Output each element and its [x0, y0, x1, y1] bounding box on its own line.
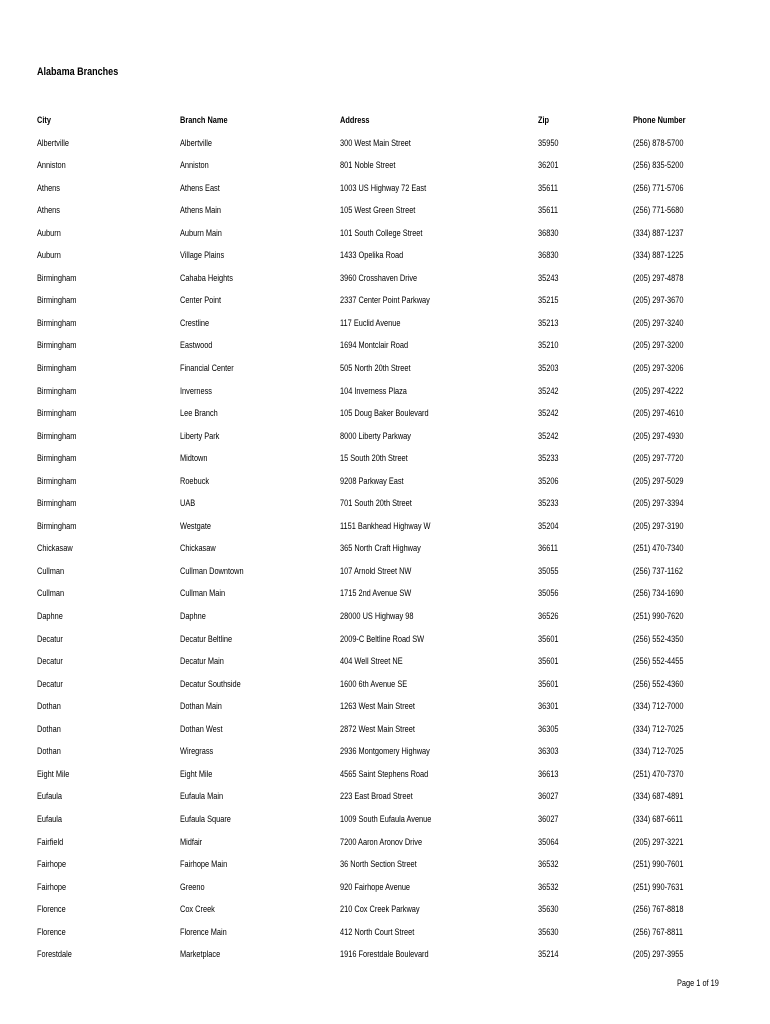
cell-zip: 35203	[538, 363, 559, 374]
table-row	[0, 226, 770, 249]
header-phone-number: Phone Number	[633, 115, 686, 125]
cell-address: 107 Arnold Street NW	[340, 565, 412, 576]
cell-phone-number: (256) 737-1162	[633, 565, 683, 576]
cell-city: Birmingham	[37, 520, 77, 531]
cell-branch-name: Financial Center	[180, 363, 234, 374]
header-zip: Zip	[538, 115, 550, 125]
cell-address: 1009 South Eufaula Avenue	[340, 813, 432, 824]
table-row	[0, 271, 770, 294]
cell-branch-name: Roebuck	[180, 475, 210, 486]
cell-city: Decatur	[37, 656, 63, 667]
table-row	[0, 767, 770, 790]
cell-phone-number: (251) 470-7370	[633, 768, 684, 779]
table-row	[0, 361, 770, 384]
cell-city: Birmingham	[37, 295, 77, 306]
cell-branch-name: Liberty Park	[180, 430, 220, 441]
cell-city: Birmingham	[37, 385, 77, 396]
cell-city: Auburn	[37, 227, 61, 238]
cell-zip: 35056	[538, 588, 559, 599]
cell-branch-name: Anniston	[180, 160, 209, 171]
cell-phone-number: (251) 990-7601	[633, 859, 684, 870]
cell-zip: 35601	[538, 633, 559, 644]
table-row	[0, 474, 770, 497]
cell-address: 2936 Montgomery Highway	[340, 746, 430, 757]
cell-zip: 36611	[538, 543, 558, 554]
cell-phone-number: (334) 687-6611	[633, 813, 683, 824]
cell-phone-number: (251) 990-7631	[633, 881, 684, 892]
cell-zip: 35210	[538, 340, 559, 351]
cell-phone-number: (256) 552-4350	[633, 633, 684, 644]
cell-branch-name: Greeno	[180, 881, 205, 892]
cell-address: 4565 Saint Stephens Road	[340, 768, 429, 779]
table-row	[0, 947, 770, 970]
cell-address: 101 South College Street	[340, 227, 423, 238]
cell-zip: 36613	[538, 768, 559, 779]
cell-phone-number: (205) 297-3206	[633, 363, 684, 374]
cell-city: Fairhope	[37, 881, 67, 892]
cell-zip: 35213	[538, 317, 559, 328]
cell-phone-number: (205) 297-3240	[633, 317, 684, 328]
cell-phone-number: (334) 687-4891	[633, 791, 684, 802]
cell-city: Dothan	[37, 723, 61, 734]
cell-address: 28000 US Highway 98	[340, 611, 414, 622]
cell-zip: 36027	[538, 791, 559, 802]
cell-phone-number: (256) 552-4455	[633, 656, 684, 667]
table-row	[0, 654, 770, 677]
cell-city: Cullman	[37, 565, 65, 576]
table-row	[0, 699, 770, 722]
cell-phone-number: (256) 771-5680	[633, 205, 684, 216]
cell-phone-number: (334) 887-1237	[633, 227, 684, 238]
cell-branch-name: Florence Main	[180, 926, 227, 937]
cell-zip: 35630	[538, 904, 559, 915]
table-row	[0, 181, 770, 204]
table-row	[0, 902, 770, 925]
table-row	[0, 429, 770, 452]
cell-phone-number: (251) 470-7340	[633, 543, 684, 554]
cell-branch-name: Cullman Downtown	[180, 565, 244, 576]
table-row	[0, 406, 770, 429]
cell-branch-name: Lee Branch	[180, 408, 218, 419]
cell-address: 7200 Aaron Aronov Drive	[340, 836, 423, 847]
cell-phone-number: (256) 771-5706	[633, 182, 684, 193]
cell-phone-number: (256) 552-4360	[633, 678, 684, 689]
cell-branch-name: Village Plains	[180, 250, 225, 261]
cell-address: 920 Fairhope Avenue	[340, 881, 411, 892]
table-row	[0, 789, 770, 812]
cell-phone-number: (256) 835-5200	[633, 160, 684, 171]
cell-phone-number: (205) 297-3200	[633, 340, 684, 351]
table-row	[0, 293, 770, 316]
cell-zip: 35243	[538, 272, 559, 283]
cell-branch-name: Athens Main	[180, 205, 222, 216]
cell-branch-name: Daphne	[180, 611, 206, 622]
cell-address: 505 North 20th Street	[340, 363, 411, 374]
cell-phone-number: (205) 297-3955	[633, 949, 684, 960]
table-row	[0, 384, 770, 407]
cell-address: 9208 Parkway East	[340, 475, 404, 486]
header-branch-name: Branch Name	[180, 115, 228, 125]
cell-city: Albertville	[37, 137, 69, 148]
cell-branch-name: Eight Mile	[180, 768, 213, 779]
cell-city: Auburn	[37, 250, 61, 261]
cell-city: Birmingham	[37, 340, 77, 351]
table-row	[0, 158, 770, 181]
cell-branch-name: Westgate	[180, 520, 212, 531]
cell-address: 1003 US Highway 72 East	[340, 182, 427, 193]
cell-branch-name: Marketplace	[180, 949, 221, 960]
table-row	[0, 338, 770, 361]
table-row	[0, 541, 770, 564]
cell-city: Eufaula	[37, 791, 63, 802]
table-row	[0, 722, 770, 745]
cell-city: Athens	[37, 205, 60, 216]
cell-address: 300 West Main Street	[340, 137, 411, 148]
cell-city: Decatur	[37, 633, 63, 644]
table-row	[0, 564, 770, 587]
cell-city: Dothan	[37, 701, 61, 712]
cell-city: Fairfield	[37, 836, 64, 847]
cell-phone-number: (205) 297-3394	[633, 498, 684, 509]
cell-address: 105 Doug Baker Boulevard	[340, 408, 429, 419]
cell-city: Birmingham	[37, 475, 77, 486]
cell-phone-number: (205) 297-7720	[633, 453, 684, 464]
cell-phone-number: (205) 297-3670	[633, 295, 684, 306]
cell-city: Dothan	[37, 746, 61, 757]
cell-address: 801 Noble Street	[340, 160, 396, 171]
table-row	[0, 835, 770, 858]
cell-phone-number: (205) 297-4222	[633, 385, 684, 396]
table-row	[0, 496, 770, 519]
cell-address: 412 North Court Street	[340, 926, 415, 937]
cell-branch-name: Dothan Main	[180, 701, 222, 712]
cell-zip: 35064	[538, 836, 559, 847]
cell-zip: 36532	[538, 859, 559, 870]
cell-zip: 36526	[538, 611, 559, 622]
cell-branch-name: Eufaula Square	[180, 813, 231, 824]
cell-phone-number: (205) 297-4930	[633, 430, 684, 441]
table-row	[0, 519, 770, 542]
cell-city: Birmingham	[37, 363, 77, 374]
cell-city: Birmingham	[37, 408, 77, 419]
cell-city: Anniston	[37, 160, 66, 171]
cell-zip: 36303	[538, 746, 559, 757]
cell-zip: 35611	[538, 205, 558, 216]
table-header	[0, 113, 770, 136]
cell-address: 1151 Bankhead Highway W	[340, 520, 431, 531]
cell-address: 404 Well Street NE	[340, 656, 403, 667]
cell-branch-name: Decatur Main	[180, 656, 224, 667]
cell-address: 2009-C Beltline Road SW	[340, 633, 425, 644]
cell-phone-number: (334) 887-1225	[633, 250, 684, 261]
table-row	[0, 609, 770, 632]
table-row	[0, 880, 770, 903]
cell-address: 701 South 20th Street	[340, 498, 412, 509]
cell-city: Daphne	[37, 611, 63, 622]
cell-phone-number: (251) 990-7620	[633, 611, 684, 622]
cell-address: 1433 Opelika Road	[340, 250, 404, 261]
table-row	[0, 586, 770, 609]
cell-branch-name: Cullman Main	[180, 588, 226, 599]
cell-zip: 36830	[538, 250, 559, 261]
cell-branch-name: Eufaula Main	[180, 791, 224, 802]
cell-city: Eufaula	[37, 813, 63, 824]
cell-zip: 35950	[538, 137, 559, 148]
cell-address: 104 Inverness Plaza	[340, 385, 407, 396]
cell-branch-name: Midfair	[180, 836, 203, 847]
table-row	[0, 316, 770, 339]
header-address: Address	[340, 115, 370, 125]
cell-branch-name: Center Point	[180, 295, 222, 306]
cell-zip: 35204	[538, 520, 559, 531]
cell-zip: 36201	[538, 160, 559, 171]
cell-zip: 35242	[538, 408, 559, 419]
cell-city: Birmingham	[37, 453, 77, 464]
cell-city: Birmingham	[37, 317, 77, 328]
cell-city: Birmingham	[37, 430, 77, 441]
cell-address: 365 North Craft Highway	[340, 543, 421, 554]
cell-zip: 35233	[538, 498, 559, 509]
cell-zip: 36830	[538, 227, 559, 238]
cell-address: 15 South 20th Street	[340, 453, 408, 464]
cell-city: Florence	[37, 926, 66, 937]
cell-branch-name: Albertville	[180, 137, 212, 148]
cell-branch-name: Eastwood	[180, 340, 213, 351]
cell-zip: 35601	[538, 678, 559, 689]
header-city: City	[37, 115, 51, 125]
table-row	[0, 744, 770, 767]
cell-zip: 35215	[538, 295, 559, 306]
table-row	[0, 857, 770, 880]
cell-address: 8000 Liberty Parkway	[340, 430, 411, 441]
cell-address: 1600 6th Avenue SE	[340, 678, 408, 689]
cell-city: Chickasaw	[37, 543, 73, 554]
cell-address: 105 West Green Street	[340, 205, 416, 216]
table-row	[0, 812, 770, 835]
cell-branch-name: UAB	[180, 498, 196, 509]
page-number: Page 1 of 19	[677, 978, 719, 988]
cell-phone-number: (334) 712-7025	[633, 746, 684, 757]
cell-address: 2872 West Main Street	[340, 723, 415, 734]
cell-address: 210 Cox Creek Parkway	[340, 904, 420, 915]
cell-phone-number: (256) 878-5700	[633, 137, 684, 148]
cell-address: 3960 Crosshaven Drive	[340, 272, 418, 283]
cell-branch-name: Chickasaw	[180, 543, 216, 554]
cell-address: 1715 2nd Avenue SW	[340, 588, 412, 599]
cell-zip: 35601	[538, 656, 559, 667]
cell-zip: 35206	[538, 475, 559, 486]
cell-zip: 35242	[538, 385, 559, 396]
branch-table	[0, 113, 770, 970]
cell-address: 1694 Montclair Road	[340, 340, 409, 351]
cell-zip: 36532	[538, 881, 559, 892]
table-row	[0, 925, 770, 948]
table-row	[0, 136, 770, 159]
table-row	[0, 632, 770, 655]
cell-zip: 35055	[538, 565, 559, 576]
table-row	[0, 248, 770, 271]
cell-address: 36 North Section Street	[340, 859, 417, 870]
cell-address: 1263 West Main Street	[340, 701, 415, 712]
cell-address: 1916 Forestdale Boulevard	[340, 949, 429, 960]
table-row	[0, 677, 770, 700]
cell-branch-name: Cox Creek	[180, 904, 215, 915]
cell-address: 223 East Broad Street	[340, 791, 413, 802]
cell-phone-number: (256) 734-1690	[633, 588, 684, 599]
cell-city: Cullman	[37, 588, 65, 599]
cell-branch-name: Auburn Main	[180, 227, 222, 238]
cell-phone-number: (205) 297-4610	[633, 408, 684, 419]
cell-branch-name: Crestline	[180, 317, 210, 328]
cell-city: Birmingham	[37, 498, 77, 509]
cell-branch-name: Decatur Southside	[180, 678, 241, 689]
cell-branch-name: Athens East	[180, 182, 220, 193]
cell-city: Decatur	[37, 678, 63, 689]
cell-city: Florence	[37, 904, 66, 915]
cell-phone-number: (256) 767-8818	[633, 904, 684, 915]
table-row	[0, 451, 770, 474]
cell-city: Forestdale	[37, 949, 72, 960]
cell-phone-number: (205) 297-3221	[633, 836, 684, 847]
cell-zip: 36301	[538, 701, 559, 712]
cell-zip: 35242	[538, 430, 559, 441]
cell-phone-number: (205) 297-3190	[633, 520, 684, 531]
cell-zip: 36305	[538, 723, 559, 734]
cell-address: 2337 Center Point Parkway	[340, 295, 430, 306]
cell-phone-number: (256) 767-8811	[633, 926, 683, 937]
cell-city: Eight Mile	[37, 768, 70, 779]
cell-city: Athens	[37, 182, 60, 193]
cell-branch-name: Wiregrass	[180, 746, 214, 757]
cell-city: Fairhope	[37, 859, 67, 870]
cell-branch-name: Midtown	[180, 453, 208, 464]
cell-phone-number: (334) 712-7025	[633, 723, 684, 734]
cell-phone-number: (205) 297-5029	[633, 475, 684, 486]
cell-address: 117 Euclid Avenue	[340, 317, 401, 328]
cell-branch-name: Fairhope Main	[180, 859, 228, 870]
cell-zip: 35611	[538, 182, 558, 193]
cell-phone-number: (334) 712-7000	[633, 701, 684, 712]
table-body	[0, 136, 770, 970]
cell-branch-name: Dothan West	[180, 723, 223, 734]
cell-branch-name: Decatur Beltline	[180, 633, 233, 644]
cell-phone-number: (205) 297-4878	[633, 272, 684, 283]
cell-zip: 36027	[538, 813, 559, 824]
cell-zip: 35630	[538, 926, 559, 937]
cell-zip: 35214	[538, 949, 559, 960]
cell-city: Birmingham	[37, 272, 77, 283]
cell-branch-name: Cahaba Heights	[180, 272, 233, 283]
table-row	[0, 203, 770, 226]
cell-branch-name: Inverness	[180, 385, 213, 396]
cell-zip: 35233	[538, 453, 559, 464]
page-title: Alabama Branches	[37, 66, 119, 78]
